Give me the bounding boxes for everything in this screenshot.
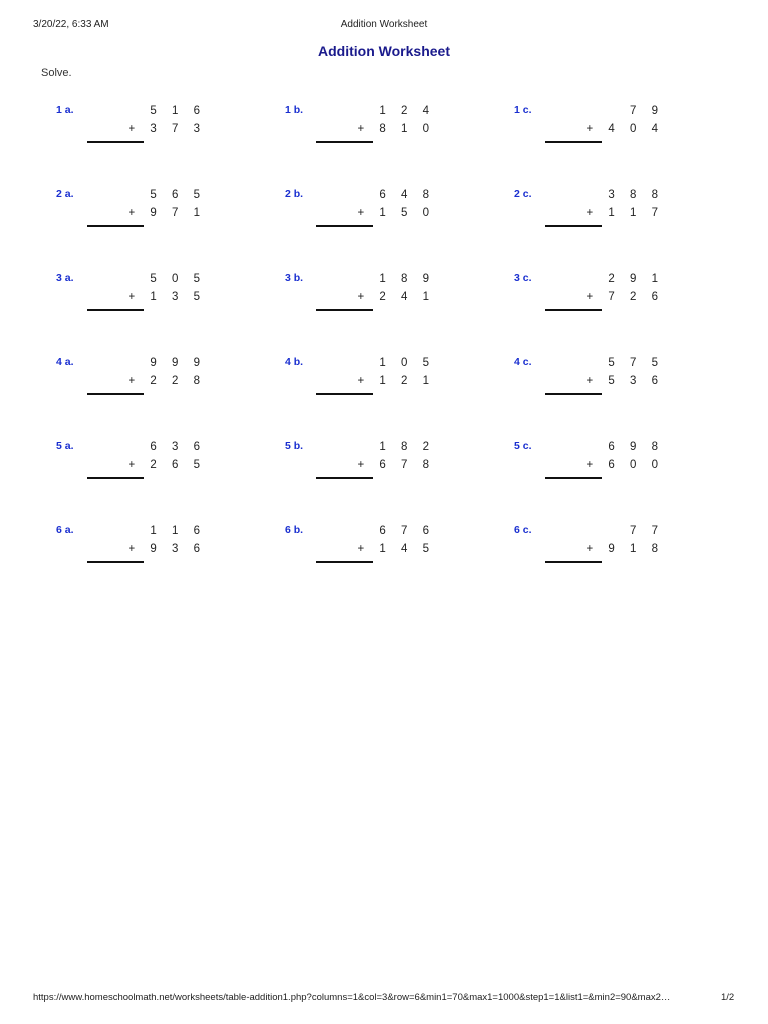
problem-addend-bottom: + 7 2 6 [586,291,664,303]
problem-label: 3 a. [56,272,74,284]
problem-addend-bottom: + 2 2 8 [128,375,206,387]
addition-problem [285,524,435,584]
worksheet-title: Addition Worksheet [318,43,450,59]
problem-addend-top: 6 7 6 [379,525,435,537]
problem-addend-top: 1 8 9 [379,273,435,285]
answer-line [545,309,602,311]
problem-label: 2 c. [514,188,532,200]
problem-addend-bottom: + 1 4 5 [357,543,435,555]
addition-problem [285,188,435,248]
problem-addend-top: 9 9 9 [150,357,206,369]
answer-line [545,477,602,479]
addition-problem [285,272,435,332]
problem-addend-top: 5 7 5 [608,357,664,369]
problem-label: 5 b. [285,440,304,452]
worksheet-instruction: Solve. [41,67,72,79]
problem-addend-top: 7 7 [630,525,664,537]
problem-addend-top: 1 2 4 [379,105,435,117]
problem-label: 6 a. [56,524,74,536]
addition-problem [56,356,206,416]
answer-line [316,309,373,311]
problem-addend-top: 1 8 2 [379,441,435,453]
problem-addend-bottom: + 2 6 5 [128,459,206,471]
problem-label: 6 b. [285,524,304,536]
problem-addend-top: 5 0 5 [150,273,206,285]
problem-addend-bottom: + 1 3 5 [128,291,206,303]
problem-label: 5 a. [56,440,74,452]
footer-page-number: 1/2 [721,992,735,1003]
answer-line [545,225,602,227]
addition-problem [56,524,206,584]
problem-addend-bottom: + 9 7 1 [128,207,206,219]
addition-problem [514,440,664,500]
answer-line [316,225,373,227]
problem-addend-top: 1 1 6 [150,525,206,537]
problem-addend-top: 6 3 6 [150,441,206,453]
addition-problem [514,272,664,332]
problem-addend-top: 3 8 8 [608,189,664,201]
problem-addend-bottom: + 1 5 0 [357,207,435,219]
answer-line [87,141,144,143]
addition-problem [56,440,206,500]
problem-addend-bottom: + 9 1 8 [586,543,664,555]
answer-line [545,141,602,143]
problem-label: 3 c. [514,272,532,284]
problem-label: 1 a. [56,104,74,116]
addition-problem [56,188,206,248]
answer-line [316,141,373,143]
answer-line [545,561,602,563]
print-page-title: Addition Worksheet [340,19,428,30]
answer-line [316,561,373,563]
problem-addend-bottom: + 6 7 8 [357,459,435,471]
problem-label: 6 c. [514,524,532,536]
problem-label: 1 b. [285,104,304,116]
problem-addend-top: 5 6 5 [150,189,206,201]
addition-problem [285,356,435,416]
problem-label: 3 b. [285,272,304,284]
problem-label: 4 c. [514,356,532,368]
addition-problem [514,524,664,584]
problem-addend-top: 6 4 8 [379,189,435,201]
problem-addend-bottom: + 4 0 4 [586,123,664,135]
answer-line [87,393,144,395]
problem-addend-top: 1 0 5 [379,357,435,369]
problem-addend-bottom: + 5 3 6 [586,375,664,387]
answer-line [87,561,144,563]
print-datetime: 3/20/22, 6:33 AM [33,19,109,30]
problem-addend-bottom: + 2 4 1 [357,291,435,303]
problem-label: 2 a. [56,188,74,200]
problem-label: 4 b. [285,356,304,368]
answer-line [87,309,144,311]
problem-addend-top: 6 9 8 [608,441,664,453]
problem-addend-bottom: + 9 3 6 [128,543,206,555]
problem-label: 1 c. [514,104,532,116]
problem-addend-top: 5 1 6 [150,105,206,117]
answer-line [316,477,373,479]
answer-line [316,393,373,395]
answer-line [87,477,144,479]
problem-label: 4 a. [56,356,74,368]
problem-addend-bottom: + 1 1 7 [586,207,664,219]
addition-problem [285,104,435,164]
footer-url: https://www.homeschoolmath.net/worksheets/table-addition1.php?columns=1&col=3&row=6&min1=70&max1=1000&step1=1&list1=&min2=90&max2… [33,992,671,1003]
answer-line [545,393,602,395]
addition-problem [56,272,206,332]
problem-addend-bottom: + 3 7 3 [128,123,206,135]
problem-addend-bottom: + 8 1 0 [357,123,435,135]
problem-addend-bottom: + 6 0 0 [586,459,664,471]
answer-line [87,225,144,227]
problem-label: 2 b. [285,188,304,200]
addition-problem [514,188,664,248]
problem-label: 5 c. [514,440,532,452]
problem-addend-top: 2 9 1 [608,273,664,285]
problem-addend-top: 7 9 [630,105,664,117]
addition-problem [514,356,664,416]
addition-problem [285,440,435,500]
addition-problem [56,104,206,164]
problem-addend-bottom: + 1 2 1 [357,375,435,387]
addition-problem [514,104,664,164]
